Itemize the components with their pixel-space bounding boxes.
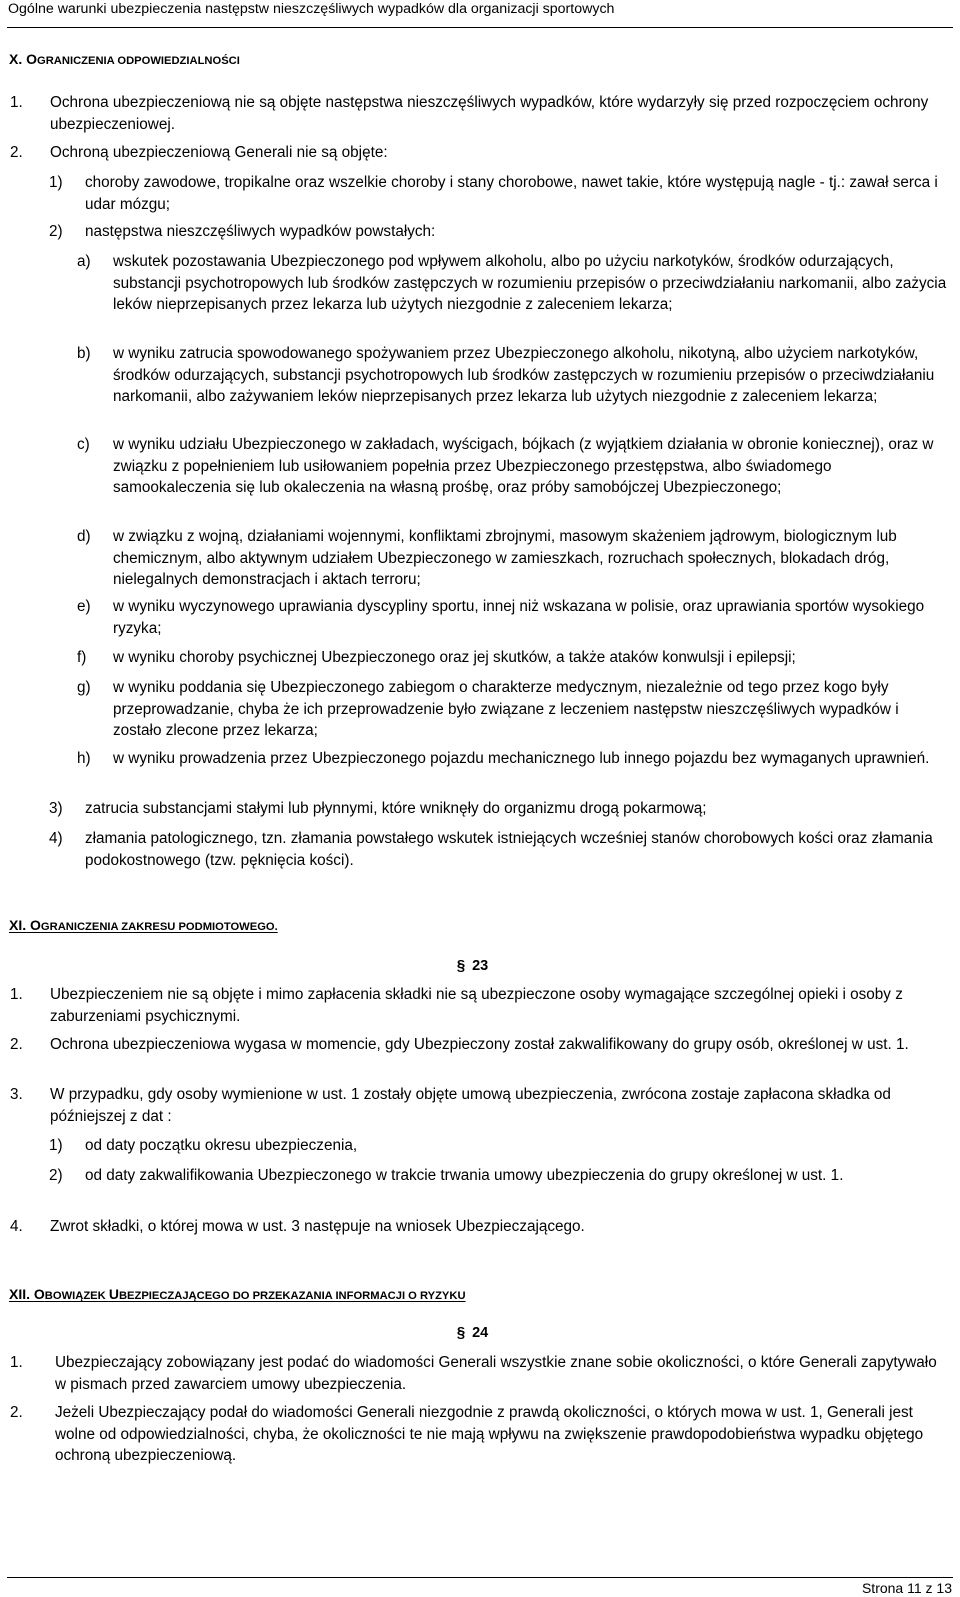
item-text: zatrucia substancjami stałymi lub płynnymi, które wniknęły do organizmu drogą pokarmową;	[85, 800, 707, 817]
header-divider	[7, 27, 953, 28]
item-letter: h)	[77, 750, 91, 767]
list-item	[49, 1165, 940, 1187]
list-item	[77, 596, 948, 639]
page-number: Strona 11 z 13	[861, 1580, 952, 1596]
list-item	[10, 1352, 940, 1395]
item-text: Jeżeli Ubezpieczający podał do wiadomości Generali niezgodnie z prawdą okoliczności, o których mowa w ust. 1, Generali jest wolne od odpowiedzialności, chyba, że okoliczności te nie mają wpływu na zwiększenie prawdopodobieństwa wypadku objętego ochroną ubezpieczeniową.	[55, 1404, 924, 1464]
section-xii-cap: O	[33, 1286, 45, 1302]
section-sign-icon: §	[456, 958, 466, 974]
item-text: W przypadku, gdy osoby wymienione w ust. 1 zostały objęte umową ubezpieczenia, zwrócona zostaje zapłacona składka od późniejszej z dat :	[50, 1086, 891, 1125]
list-item	[10, 1216, 940, 1238]
section-x-title-text: GRANICZENIA ODPOWIEDZIALNOŚCI	[37, 55, 240, 67]
item-number: 4)	[49, 830, 63, 847]
item-text: złamania patologicznego, tzn. złamania powstałego wskutek istniejących wcześniej stanów chorobowych kości oraz złamania podokostnowego (tzw. pęknięcia kości).	[85, 830, 933, 869]
list-item	[10, 1084, 940, 1127]
section-xi-cap: O	[30, 917, 41, 933]
section-xi-title-text: GRANICZENIA ZAKRESU PODMIOTOWEGO.	[40, 921, 278, 933]
item-text: Ochrona ubezpieczeniowa wygasa w momencie, gdy Ubezpieczony został zakwalifikowany do grupy osób, określonej w ust. 1.	[50, 1036, 909, 1053]
item-number: 3)	[49, 800, 63, 817]
list-item	[10, 142, 940, 164]
item-number: 1.	[10, 1354, 23, 1371]
list-item	[49, 1135, 940, 1157]
document-header-title: Ogólne warunki ubezpieczenia następstw nieszczęśliwych wypadków dla organizacji sportowych	[8, 1, 615, 17]
paragraph-number	[457, 958, 488, 974]
item-number: 2.	[10, 144, 23, 161]
paragraph-number-value: 24	[472, 1325, 489, 1341]
item-text: następstwa nieszczęśliwych wypadków powstałych:	[85, 223, 436, 240]
item-text: Ubezpieczający zobowiązany jest podać do wiadomości Generali wszystkie znane sobie okoliczności, o które Generali zapytywało w pismach przed zawarciem umowy ubezpieczenia.	[55, 1354, 937, 1393]
item-letter: g)	[77, 679, 91, 696]
list-item	[10, 92, 940, 135]
footer-divider	[7, 1577, 953, 1578]
section-xi-number: XI.	[9, 917, 27, 933]
section-xi-title	[9, 917, 278, 933]
item-text: w wyniku choroby psychicznej Ubezpieczonego oraz jej skutków, a także ataków konwulsji i epilepsji;	[113, 649, 796, 666]
list-item	[49, 798, 940, 820]
item-number: 1.	[10, 94, 23, 111]
item-number: 1)	[49, 174, 63, 191]
list-item	[77, 251, 948, 316]
list-item	[10, 1034, 940, 1056]
item-text: w związku z wojną, działaniami wojennymi, konfliktami zbrojnymi, masowym skażeniem jądrowym, biologicznym lub chemicznym, albo aktywnym udziałem Ubezpieczonego w zamieszkach, rozruchach społecznych, blokadach dróg, nielegalnych demonstracjach i aktach terroru;	[113, 528, 897, 588]
section-sign-icon: §	[456, 1325, 466, 1341]
list-item	[49, 221, 940, 243]
section-x-cap: O	[26, 51, 38, 67]
section-xii-cap-2: U	[108, 1286, 119, 1302]
list-item	[10, 1402, 940, 1467]
section-xii-number: XII.	[9, 1286, 31, 1302]
item-number: 2)	[49, 223, 63, 240]
list-item	[77, 434, 948, 499]
item-letter: e)	[77, 598, 91, 615]
item-number: 4.	[10, 1218, 23, 1235]
item-number: 3.	[10, 1086, 23, 1103]
item-text: od daty początku okresu ubezpieczenia,	[85, 1137, 358, 1154]
item-letter: f)	[77, 649, 87, 666]
item-text: w wyniku wyczynowego uprawiania dyscypliny sportu, innej niż wskazana w polisie, oraz uprawiania sportów wysokiego ryzyka;	[113, 598, 925, 637]
item-text: w wyniku prowadzenia przez Ubezpieczonego pojazdu mechanicznego lub innego pojazdu bez wymaganych uprawnień.	[113, 750, 930, 767]
paragraph-number-value: 23	[472, 958, 489, 974]
item-text: w wyniku poddania się Ubezpieczonego zabiegom o charakterze medycznym, niezależnie od tego przez kogo były przeprowadzanie, chyba że ich przeprowadzenie było związane z leczeniem następstw nieszczęśliwych wypadków i zostało zlecone przez lekarza;	[113, 679, 899, 739]
list-item	[49, 172, 940, 215]
item-text: Ochrona ubezpieczeniową nie są objęte następstwa nieszczęśliwych wypadków, które wydarzyły się przed rozpoczęciem ochrony ubezpieczeniowej.	[50, 94, 929, 133]
item-text: w wyniku udziału Ubezpieczonego w zakładach, wyścigach, bójkach (z wyjątkiem działania w obronie koniecznej), oraz w związku z popełnieniem lub usiłowaniem popełnia przez Ubezpieczonego przestępstwa, albo świadomego samookaleczenia się lub okaleczenia na własną prośbę, oraz próby samobójczej Ubezpieczonego;	[113, 436, 934, 496]
section-xii-title-text-b: BEZPIECZAJĄCEGO DO PRZEKAZANIA INFORMACJI O RYZYKU	[118, 1290, 466, 1302]
item-letter: d)	[77, 528, 91, 545]
item-text: Ochroną ubezpieczeniową Generali nie są objęte:	[50, 144, 388, 161]
item-number: 2)	[49, 1167, 63, 1184]
item-number: 1)	[49, 1137, 63, 1154]
item-text: od daty zakwalifikowania Ubezpieczonego w trakcie trwania umowy ubezpieczenia do grupy określonej w ust. 1.	[85, 1167, 844, 1184]
list-item	[77, 748, 948, 770]
item-number: 2.	[10, 1404, 23, 1421]
item-text: w wyniku zatrucia spowodowanego spożywaniem przez Ubezpieczonego alkoholu, nikotyną, albo użyciem narkotyków, środków odurzających, substancji psychotropowych lub środków zastępczych w rozumieniu przepisów o przeciwdziałaniu narkomanii, albo zażywaniem leków nieprzepisanych przez lekarza lub użytych niezgodnie z zaleceniem lekarza;	[113, 345, 935, 405]
section-xii-title	[9, 1286, 466, 1302]
item-text: wskutek pozostawania Ubezpieczonego pod wpływem alkoholu, albo po użyciu narkotyków, środków odurzających, substancji psychotropowych lub środków zastępczych w rozumieniu przepisów o przeciwdziałaniu narkomanii, albo zażycia leków nieprzepisanych przez lekarza lub użytych niezgodnie z zaleceniem lekarza;	[113, 253, 947, 313]
item-text: Ubezpieczeniem nie są objęte i mimo zapłacenia składki nie są ubezpieczone osoby wymagające szczególnej opieki i osoby z zaburzeniami psychicznymi.	[50, 986, 903, 1025]
section-xii-title-text-a: BOWIĄZEK	[44, 1290, 109, 1302]
item-number: 1.	[10, 986, 23, 1003]
list-item	[77, 526, 948, 591]
item-text: Zwrot składki, o której mowa w ust. 3 następuje na wniosek Ubezpieczającego.	[50, 1218, 585, 1235]
section-x-title	[9, 51, 240, 67]
list-item	[49, 828, 940, 871]
list-item	[77, 677, 948, 742]
item-letter: c)	[77, 436, 90, 453]
list-item	[77, 647, 948, 669]
item-letter: a)	[77, 253, 91, 270]
list-item	[77, 343, 948, 408]
item-letter: b)	[77, 345, 91, 362]
paragraph-number	[457, 1325, 488, 1341]
item-text: choroby zawodowe, tropikalne oraz wszelkie choroby i stany chorobowe, nawet takie, które występują nagle - tj.: zawał serca i udar mózgu;	[85, 174, 938, 213]
section-x-number: X.	[9, 51, 23, 67]
list-item	[10, 984, 940, 1027]
item-number: 2.	[10, 1036, 23, 1053]
